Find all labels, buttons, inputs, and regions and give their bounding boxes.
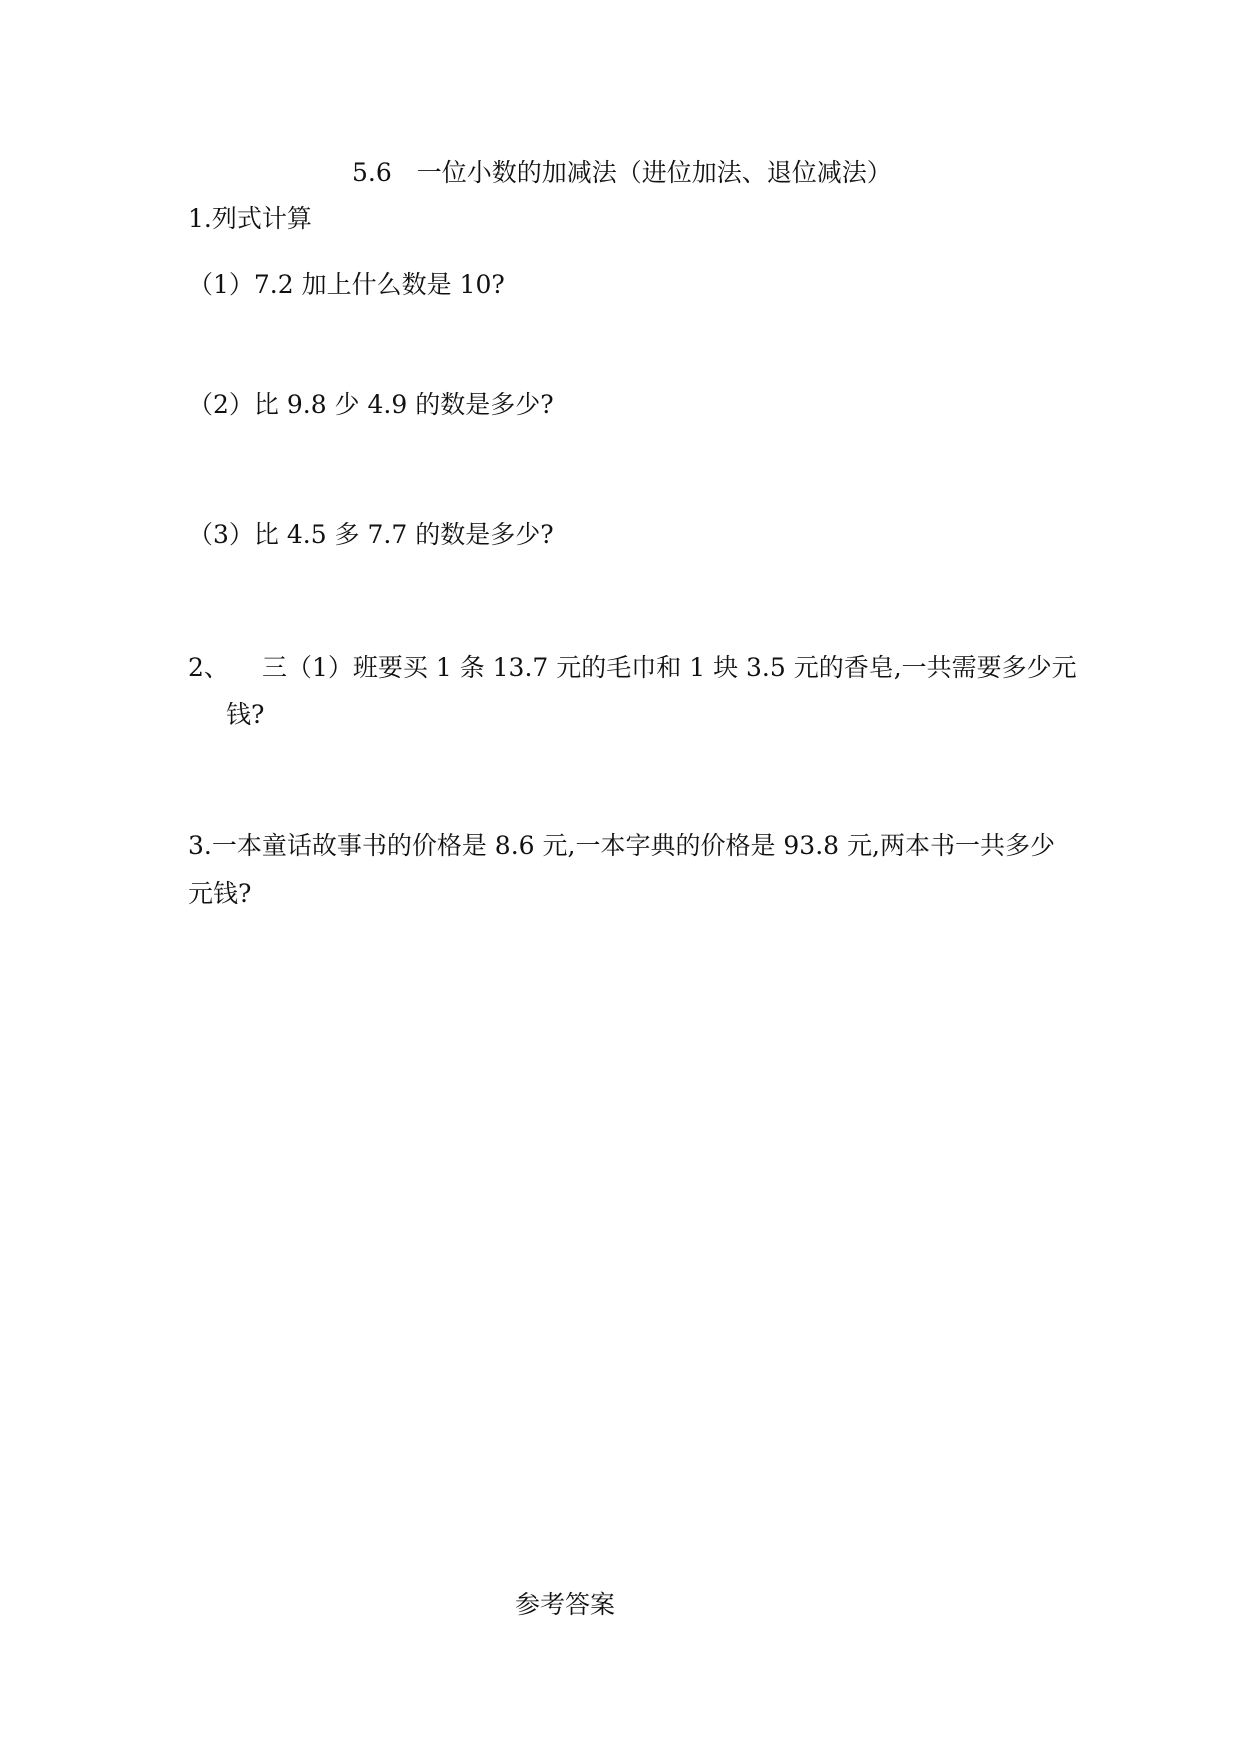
- question-2-number: 2、: [188, 653, 229, 682]
- answers-heading: 参考答案: [515, 1590, 616, 1619]
- question-1-heading: 1.列式计算: [188, 204, 312, 233]
- worksheet-title: 5.6 一位小数的加减法（进位加法、退位减法）: [352, 158, 892, 187]
- question-1-item-3: （3）比 4.5 多 7.7 的数是多少?: [188, 520, 554, 549]
- question-1-item-1: （1）7.2 加上什么数是 10?: [188, 270, 505, 299]
- question-2-text-line-1: 三（1）班要买 1 条 13.7 元的毛巾和 1 块 3.5 元的香皂,一共需要多少元: [262, 653, 1077, 682]
- question-1-item-2: （2）比 9.8 少 4.9 的数是多少?: [188, 390, 554, 419]
- question-3-text-line-2: 元钱?: [188, 879, 252, 908]
- question-2-text-line-2: 钱?: [226, 700, 265, 729]
- question-3-text-line-1: 3.一本童话故事书的价格是 8.6 元,一本字典的价格是 93.8 元,两本书一共多少: [188, 831, 1055, 860]
